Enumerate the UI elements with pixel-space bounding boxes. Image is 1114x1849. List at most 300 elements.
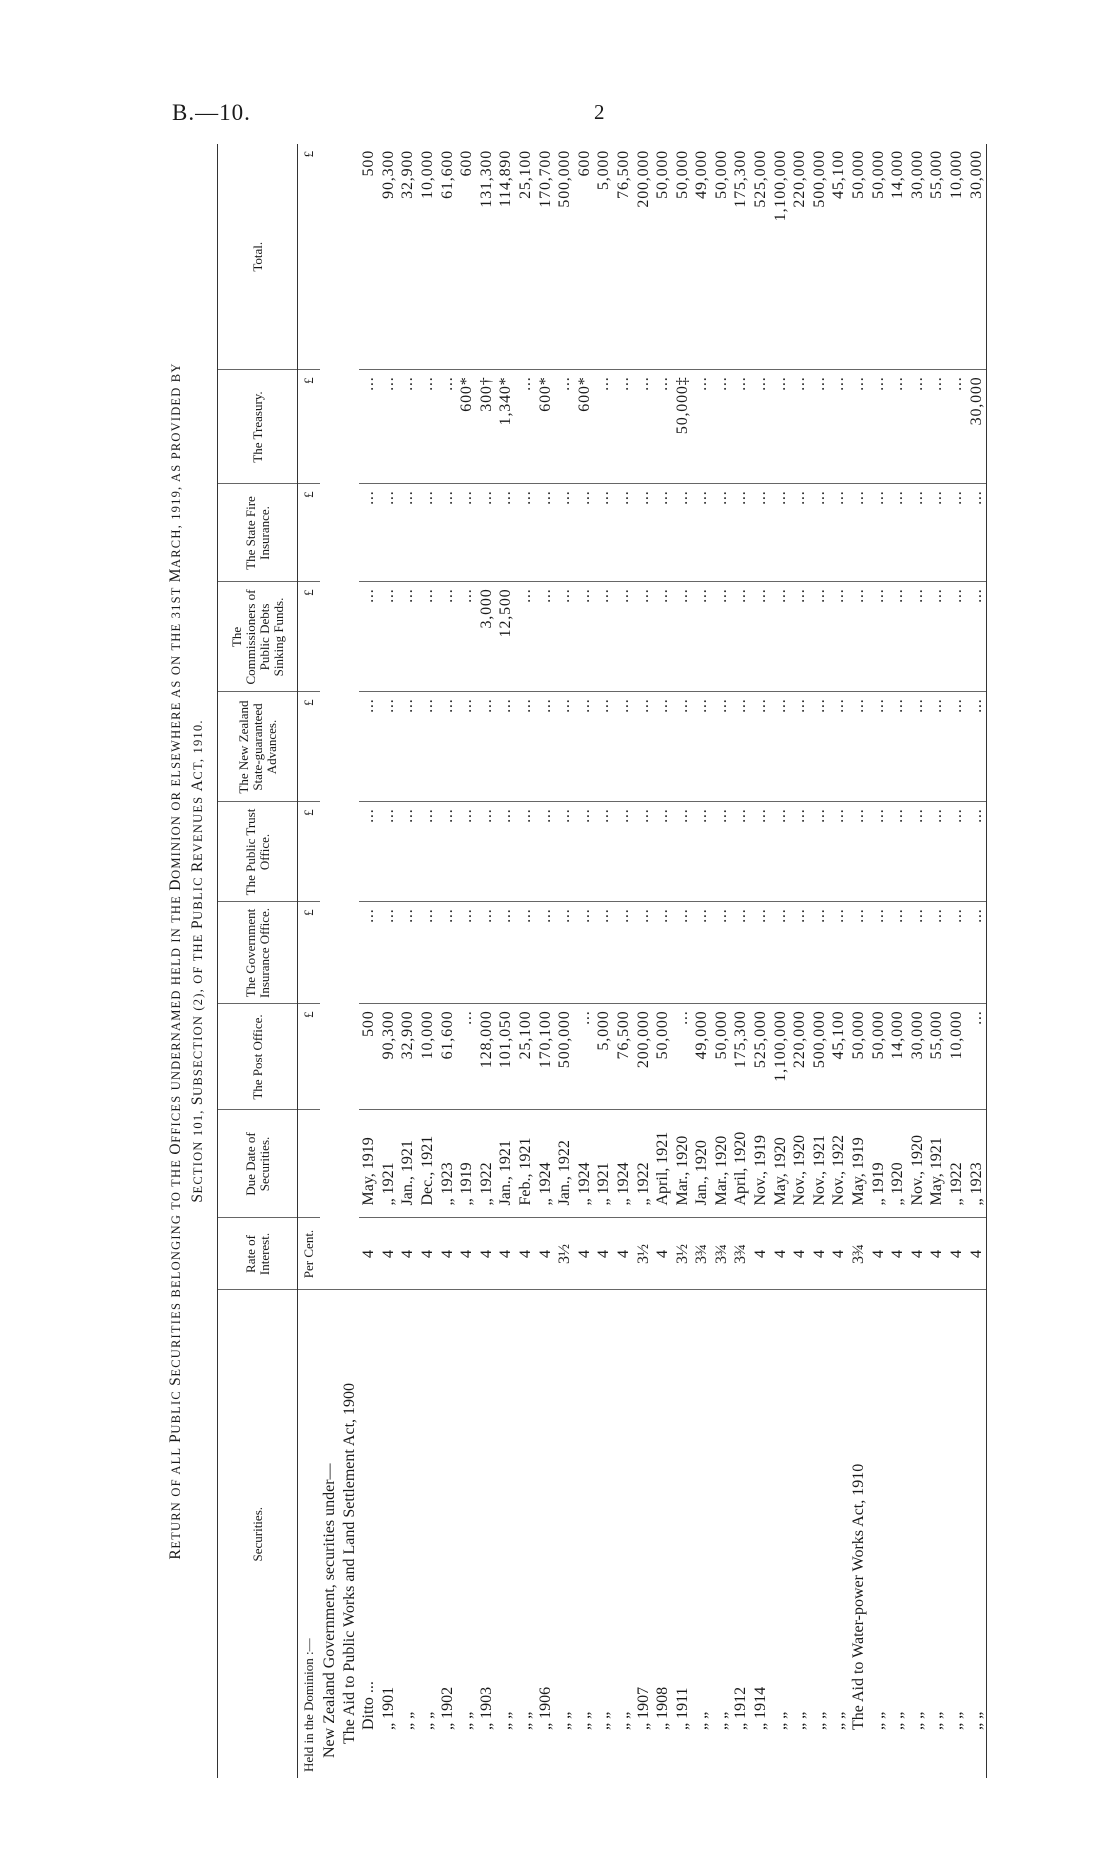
security-name: „ 1911 xyxy=(673,1687,691,1730)
col-header-rate: Rate of Interest. xyxy=(218,1218,298,1290)
government-insurance-amount: ... xyxy=(751,902,771,1004)
interest-rate: 4 xyxy=(614,1218,634,1290)
table-row xyxy=(379,144,399,1778)
treasury-amount: ... xyxy=(418,370,438,484)
interest-rate: 4 xyxy=(379,1218,399,1290)
table-row xyxy=(536,144,556,1778)
due-date: Nov., 1922 xyxy=(829,1110,849,1218)
state-guaranteed-amount: ... xyxy=(731,692,751,802)
public-trust-amount: ... xyxy=(888,802,908,902)
col-header-securities: Securities. xyxy=(218,1290,298,1778)
treasury-amount: ... xyxy=(516,370,536,484)
government-insurance-amount: ... xyxy=(634,902,654,1004)
government-insurance-amount: ... xyxy=(673,902,693,1004)
government-insurance-amount: ... xyxy=(496,902,516,1004)
public-trust-amount: ... xyxy=(927,802,947,902)
due-date: „ 1924 xyxy=(536,1110,556,1218)
security-name: „ „ xyxy=(458,1711,476,1730)
government-insurance-amount: ... xyxy=(477,902,497,1004)
state-guaranteed-amount: ... xyxy=(888,692,908,802)
interest-rate: 4 xyxy=(653,1218,673,1290)
government-insurance-amount: ... xyxy=(398,902,418,1004)
state-guaranteed-amount: ... xyxy=(438,692,458,802)
due-date: May, 1919 xyxy=(849,1110,869,1218)
sinking-funds-amount: ... xyxy=(771,582,791,692)
due-date: „ 1923 xyxy=(438,1110,458,1218)
due-date: „ 1922 xyxy=(477,1110,497,1218)
treasury-amount: 30,000 xyxy=(967,370,987,484)
table-row xyxy=(457,144,477,1778)
state-fire-amount: ... xyxy=(810,484,830,582)
treasury-amount: ... xyxy=(908,370,928,484)
unit-pound: £ xyxy=(298,144,321,370)
treasury-amount: ... xyxy=(927,370,947,484)
interest-rate: 4 xyxy=(457,1218,477,1290)
state-guaranteed-amount: ... xyxy=(634,692,654,802)
due-date: „ 1920 xyxy=(888,1110,908,1218)
state-guaranteed-amount: ... xyxy=(751,692,771,802)
table-row xyxy=(771,144,791,1778)
title-line-2: SECTION 101, SUBSECTION (2), OF THE PUBLIC REVENUES ACT, 1910. xyxy=(189,719,206,1203)
treasury-amount: ... xyxy=(692,370,712,484)
state-guaranteed-amount: ... xyxy=(908,692,928,802)
government-insurance-amount: ... xyxy=(947,902,967,1004)
interest-rate: 4 xyxy=(810,1218,830,1290)
security-name: „ „ xyxy=(556,1711,574,1730)
due-date: Jan., 1920 xyxy=(692,1110,712,1218)
government-insurance-amount: ... xyxy=(829,902,849,1004)
post-office-amount: 101,050 xyxy=(496,1004,516,1110)
table-row xyxy=(927,144,947,1778)
sinking-funds-amount: ... xyxy=(927,582,947,692)
security-name: „ 1907 xyxy=(634,1686,652,1730)
state-guaranteed-amount: ... xyxy=(457,692,477,802)
interest-rate: 3¾ xyxy=(849,1218,869,1290)
due-date: „ 1923 xyxy=(967,1110,987,1218)
post-office-amount: 49,000 xyxy=(692,1004,712,1110)
table-row xyxy=(829,144,849,1778)
state-fire-amount: ... xyxy=(536,484,556,582)
rotated-table-page xyxy=(165,144,1027,1778)
security-name: „ „ xyxy=(614,1711,632,1730)
public-trust-amount: ... xyxy=(496,802,516,902)
security-name: „ „ xyxy=(889,1711,907,1730)
state-guaranteed-amount: ... xyxy=(594,692,614,802)
interest-rate: 3¾ xyxy=(712,1218,732,1290)
col-header-state-guaranteed-advances: The New Zealand State-guaranteed Advances. xyxy=(218,692,298,802)
total-amount: 45,100 xyxy=(829,144,849,370)
unit-pound: £ xyxy=(298,692,321,802)
security-name: „ „ xyxy=(967,1290,987,1778)
state-fire-amount: ... xyxy=(790,484,810,582)
table-row xyxy=(673,144,693,1778)
due-date: Jan., 1922 xyxy=(555,1110,575,1218)
security-name: „ 1906 xyxy=(536,1686,554,1730)
state-fire-amount: ... xyxy=(908,484,928,582)
state-guaranteed-amount: ... xyxy=(653,692,673,802)
section-row xyxy=(320,144,340,1778)
treasury-amount: ... xyxy=(947,370,967,484)
public-trust-amount: ... xyxy=(908,802,928,902)
treasury-amount: ... xyxy=(790,370,810,484)
total-amount: 50,000 xyxy=(869,144,889,370)
security-name: „ „ xyxy=(516,1711,534,1730)
government-insurance-amount: ... xyxy=(927,902,947,1004)
post-office-amount: 55,000 xyxy=(927,1004,947,1110)
state-guaranteed-amount: ... xyxy=(359,692,379,802)
security-name: „ „ xyxy=(928,1711,946,1730)
public-trust-amount: ... xyxy=(555,802,575,902)
public-trust-amount: ... xyxy=(947,802,967,902)
state-fire-amount: ... xyxy=(731,484,751,582)
post-office-amount: 220,000 xyxy=(790,1004,810,1110)
table-row xyxy=(634,144,654,1778)
due-date: Feb., 1921 xyxy=(516,1110,536,1218)
treasury-amount: ... xyxy=(810,370,830,484)
government-insurance-amount: ... xyxy=(575,902,595,1004)
state-guaranteed-amount: ... xyxy=(673,692,693,802)
table-row xyxy=(849,144,869,1778)
total-amount: 55,000 xyxy=(927,144,947,370)
post-office-amount: 50,000 xyxy=(653,1004,673,1110)
security-name: „ „ xyxy=(693,1711,711,1730)
total-amount: 1,100,000 xyxy=(771,144,791,370)
treasury-amount: 50,000‡ xyxy=(673,370,693,484)
total-amount: 114,890 xyxy=(496,144,516,370)
post-office-amount: 76,500 xyxy=(614,1004,634,1110)
table-body xyxy=(298,144,987,1778)
col-header-government-insurance: The Government Insurance Office. xyxy=(218,902,298,1004)
due-date: „ 1919 xyxy=(869,1110,889,1218)
public-trust-amount: ... xyxy=(829,802,849,902)
treasury-amount: ... xyxy=(614,370,634,484)
government-insurance-amount: ... xyxy=(653,902,673,1004)
total-amount: 500,000 xyxy=(555,144,575,370)
interest-rate: 4 xyxy=(536,1218,556,1290)
state-guaranteed-amount: ... xyxy=(829,692,849,802)
state-guaranteed-amount: ... xyxy=(379,692,399,802)
state-guaranteed-amount: ... xyxy=(496,692,516,802)
public-trust-amount: ... xyxy=(967,802,987,902)
table-row xyxy=(614,144,634,1778)
post-office-amount: 200,000 xyxy=(634,1004,654,1110)
state-fire-amount: ... xyxy=(967,484,987,582)
interest-rate: 3¾ xyxy=(731,1218,751,1290)
post-office-amount: 50,000 xyxy=(712,1004,732,1110)
interest-rate: 4 xyxy=(477,1218,497,1290)
post-office-amount: 500 xyxy=(359,1004,379,1110)
total-amount: 600 xyxy=(457,144,477,370)
government-insurance-amount: ... xyxy=(790,902,810,1004)
total-amount: 5,000 xyxy=(594,144,614,370)
table-row xyxy=(516,144,536,1778)
interest-rate: 3½ xyxy=(555,1218,575,1290)
due-date: „ 1924 xyxy=(614,1110,634,1218)
security-name: „ „ xyxy=(830,1711,848,1730)
post-office-amount: 32,900 xyxy=(398,1004,418,1110)
post-office-amount: 170,100 xyxy=(536,1004,556,1110)
state-guaranteed-amount: ... xyxy=(790,692,810,802)
public-trust-amount: ... xyxy=(771,802,791,902)
post-office-amount: 175,300 xyxy=(731,1004,751,1110)
total-amount: 49,000 xyxy=(692,144,712,370)
public-trust-amount: ... xyxy=(594,802,614,902)
state-guaranteed-amount: ... xyxy=(849,692,869,802)
col-header-due-date: Due Date of Securities. xyxy=(218,1110,298,1218)
post-office-amount: 128,000 xyxy=(477,1004,497,1110)
treasury-amount: ... xyxy=(712,370,732,484)
government-insurance-amount: ... xyxy=(614,902,634,1004)
table-row xyxy=(947,144,967,1778)
table-row xyxy=(692,144,712,1778)
table-row xyxy=(908,144,928,1778)
interest-rate: 4 xyxy=(418,1218,438,1290)
post-office-amount: 1,100,000 xyxy=(771,1004,791,1110)
state-guaranteed-amount: ... xyxy=(536,692,556,802)
due-date: „ 1922 xyxy=(947,1110,967,1218)
table-row xyxy=(438,144,458,1778)
due-date: „ 1924 xyxy=(575,1110,595,1218)
security-name: „ 1908 xyxy=(654,1686,672,1730)
sinking-funds-amount: ... xyxy=(790,582,810,692)
sinking-funds-amount: ... xyxy=(379,582,399,692)
public-trust-amount: ... xyxy=(614,802,634,902)
post-office-amount: 25,100 xyxy=(516,1004,536,1110)
interest-rate: 3½ xyxy=(673,1218,693,1290)
security-name: „ 1902 xyxy=(438,1686,456,1730)
post-office-amount: ... xyxy=(575,1004,595,1110)
state-fire-amount: ... xyxy=(712,484,732,582)
due-date: May, 1920 xyxy=(771,1110,791,1218)
interest-rate: 4 xyxy=(438,1218,458,1290)
total-amount: 30,000 xyxy=(908,144,928,370)
post-office-amount: 525,000 xyxy=(751,1004,771,1110)
table-row xyxy=(790,144,810,1778)
government-insurance-amount: ... xyxy=(849,902,869,1004)
total-amount: 50,000 xyxy=(712,144,732,370)
total-amount: 25,100 xyxy=(516,144,536,370)
government-insurance-amount: ... xyxy=(888,902,908,1004)
government-insurance-amount: ... xyxy=(967,902,987,1004)
total-amount: 525,000 xyxy=(751,144,771,370)
total-amount: 10,000 xyxy=(947,144,967,370)
due-date: Jan., 1921 xyxy=(398,1110,418,1218)
state-fire-amount: ... xyxy=(594,484,614,582)
treasury-amount: ... xyxy=(438,370,458,484)
state-guaranteed-amount: ... xyxy=(771,692,791,802)
state-guaranteed-amount: ... xyxy=(575,692,595,802)
public-trust-amount: ... xyxy=(575,802,595,902)
public-trust-amount: ... xyxy=(790,802,810,902)
security-name: „ „ xyxy=(948,1711,965,1730)
due-date: April, 1920 xyxy=(731,1110,751,1218)
state-fire-amount: ... xyxy=(829,484,849,582)
due-date: May, 1921 xyxy=(927,1110,947,1218)
securities-table xyxy=(217,144,987,1778)
treasury-amount: ... xyxy=(888,370,908,484)
total-amount: 76,500 xyxy=(614,144,634,370)
sinking-funds-amount: ... xyxy=(908,582,928,692)
post-office-amount: ... xyxy=(457,1004,477,1110)
security-name: „ „ xyxy=(497,1711,515,1730)
col-header-sinking-funds: The Commissioners of Public Debts Sinking Funds. xyxy=(218,582,298,692)
page-number: 2 xyxy=(594,100,605,124)
public-trust-amount: ... xyxy=(536,802,556,902)
government-insurance-amount: ... xyxy=(594,902,614,1004)
treasury-amount: ... xyxy=(555,370,575,484)
government-insurance-amount: ... xyxy=(810,902,830,1004)
unit-pound: £ xyxy=(298,902,321,1004)
state-fire-amount: ... xyxy=(869,484,889,582)
total-amount: 30,000 xyxy=(967,144,987,370)
public-trust-amount: ... xyxy=(692,802,712,902)
table-row xyxy=(731,144,751,1778)
sinking-funds-amount: ... xyxy=(516,582,536,692)
table-row xyxy=(555,144,575,1778)
state-guaranteed-amount: ... xyxy=(418,692,438,802)
sinking-funds-amount: ... xyxy=(731,582,751,692)
sinking-funds-amount: ... xyxy=(829,582,849,692)
sinking-funds-amount: ... xyxy=(947,582,967,692)
public-trust-amount: ... xyxy=(477,802,497,902)
public-trust-amount: ... xyxy=(398,802,418,902)
post-office-amount: 90,300 xyxy=(379,1004,399,1110)
state-fire-amount: ... xyxy=(888,484,908,582)
sinking-funds-amount: ... xyxy=(555,582,575,692)
interest-rate: 4 xyxy=(927,1218,947,1290)
due-date: May, 1919 xyxy=(359,1110,379,1218)
state-fire-amount: ... xyxy=(927,484,947,582)
security-name: „ „ xyxy=(418,1711,436,1730)
table-row xyxy=(477,144,497,1778)
document-reference: B.—10. xyxy=(172,100,251,125)
due-date: „ 1922 xyxy=(634,1110,654,1218)
section-held-in-dominion: Held in the Dominion :— xyxy=(301,1638,317,1772)
state-guaranteed-amount: ... xyxy=(869,692,889,802)
state-fire-amount: ... xyxy=(673,484,693,582)
total-amount: 90,300 xyxy=(379,144,399,370)
state-fire-amount: ... xyxy=(438,484,458,582)
total-amount: 131,300 xyxy=(477,144,497,370)
interest-rate: 4 xyxy=(751,1218,771,1290)
due-date: Mar., 1920 xyxy=(712,1110,732,1218)
table-header-row xyxy=(218,144,298,1778)
table-row xyxy=(418,144,438,1778)
unit-per-cent: Per Cent. xyxy=(298,1218,321,1290)
total-amount: 50,000 xyxy=(673,144,693,370)
sinking-funds-amount: ... xyxy=(888,582,908,692)
security-name: Ditto ... xyxy=(360,1681,378,1730)
government-insurance-amount: ... xyxy=(359,902,379,1004)
state-guaranteed-amount: ... xyxy=(927,692,947,802)
interest-rate: 4 xyxy=(359,1218,379,1290)
government-insurance-amount: ... xyxy=(692,902,712,1004)
table-row xyxy=(496,144,516,1778)
treasury-amount: ... xyxy=(751,370,771,484)
state-fire-amount: ... xyxy=(653,484,673,582)
security-name: „ 1914 xyxy=(752,1686,770,1730)
interest-rate: 4 xyxy=(869,1218,889,1290)
security-name: „ 1903 xyxy=(477,1686,495,1730)
government-insurance-amount: ... xyxy=(712,902,732,1004)
treasury-amount: 1,340* xyxy=(496,370,516,484)
public-trust-amount: ... xyxy=(731,802,751,902)
due-date: Dec., 1921 xyxy=(418,1110,438,1218)
sinking-funds-amount: ... xyxy=(673,582,693,692)
treasury-amount: 600* xyxy=(457,370,477,484)
public-trust-amount: ... xyxy=(457,802,477,902)
total-amount: 32,900 xyxy=(398,144,418,370)
col-header-public-trust: The Public Trust Office. xyxy=(218,802,298,902)
sinking-funds-amount: ... xyxy=(418,582,438,692)
public-trust-amount: ... xyxy=(673,802,693,902)
post-office-amount: ... xyxy=(967,1004,987,1110)
interest-rate: 4 xyxy=(908,1218,928,1290)
post-office-amount: 61,600 xyxy=(438,1004,458,1110)
section-row xyxy=(340,144,360,1778)
state-fire-amount: ... xyxy=(692,484,712,582)
sinking-funds-amount: ... xyxy=(594,582,614,692)
table-row xyxy=(594,144,614,1778)
treasury-amount: ... xyxy=(869,370,889,484)
state-fire-amount: ... xyxy=(477,484,497,582)
security-name: „ „ xyxy=(771,1711,789,1730)
government-insurance-amount: ... xyxy=(731,902,751,1004)
interest-rate: 4 xyxy=(829,1218,849,1290)
state-fire-amount: ... xyxy=(849,484,869,582)
unit-pound: £ xyxy=(298,1004,321,1110)
state-fire-amount: ... xyxy=(634,484,654,582)
table-row xyxy=(888,144,908,1778)
total-amount: 61,600 xyxy=(438,144,458,370)
table-row xyxy=(359,144,379,1778)
interest-rate: 4 xyxy=(967,1218,987,1290)
sinking-funds-amount: 12,500 xyxy=(496,582,516,692)
state-fire-amount: ... xyxy=(418,484,438,582)
total-amount: 175,300 xyxy=(731,144,751,370)
state-guaranteed-amount: ... xyxy=(477,692,497,802)
total-amount: 500,000 xyxy=(810,144,830,370)
due-date: „ 1921 xyxy=(594,1110,614,1218)
interest-rate: 4 xyxy=(771,1218,791,1290)
public-trust-amount: ... xyxy=(379,802,399,902)
security-name: „ „ xyxy=(908,1711,926,1730)
state-guaranteed-amount: ... xyxy=(810,692,830,802)
government-insurance-amount: ... xyxy=(908,902,928,1004)
state-guaranteed-amount: ... xyxy=(614,692,634,802)
interest-rate: 3½ xyxy=(634,1218,654,1290)
sinking-funds-amount: ... xyxy=(634,582,654,692)
due-date: April, 1921 xyxy=(653,1110,673,1218)
total-amount: 50,000 xyxy=(653,144,673,370)
government-insurance-amount: ... xyxy=(555,902,575,1004)
sinking-funds-amount: ... xyxy=(810,582,830,692)
col-header-treasury: The Treasury. xyxy=(218,370,298,484)
sinking-funds-amount: ... xyxy=(712,582,732,692)
sinking-funds-amount: ... xyxy=(575,582,595,692)
treasury-amount: ... xyxy=(849,370,869,484)
col-header-total: Total. xyxy=(218,144,298,370)
state-guaranteed-amount: ... xyxy=(516,692,536,802)
section-aid-act-1900: The Aid to Public Works and Land Settlement Act, 1900 xyxy=(340,1382,358,1744)
state-fire-amount: ... xyxy=(457,484,477,582)
due-date: Nov., 1920 xyxy=(908,1110,928,1218)
state-fire-amount: ... xyxy=(614,484,634,582)
treasury-amount: 600* xyxy=(536,370,556,484)
public-trust-amount: ... xyxy=(712,802,732,902)
interest-rate: 4 xyxy=(888,1218,908,1290)
sinking-funds-amount: ... xyxy=(438,582,458,692)
